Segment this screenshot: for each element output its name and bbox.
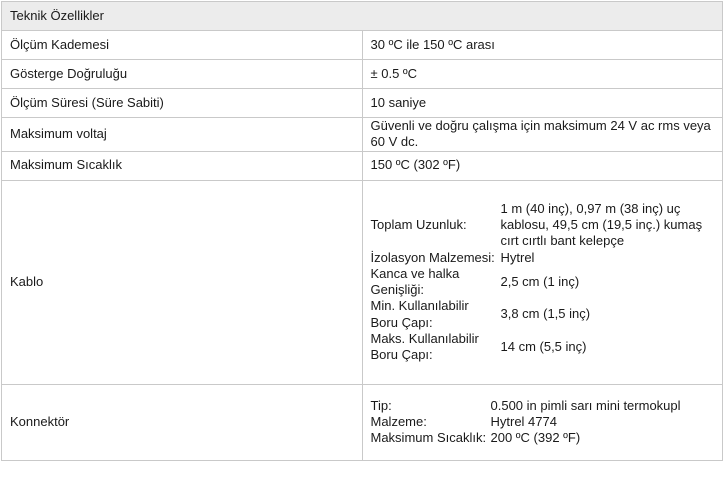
- subtable-key: Kanca ve halka Genişliği:: [370, 265, 460, 297]
- subtable-value: 0.500 in pimli sarı mini termokupl: [490, 397, 681, 413]
- row-value: 10 saniye: [362, 89, 723, 118]
- row-label: Ölçüm Kademesi: [2, 31, 363, 60]
- subtable-value: 200 ºC (392 ºF): [490, 430, 581, 446]
- row-value: ± 0.5 ºC: [362, 60, 723, 89]
- kablo-label: Kablo: [2, 180, 363, 384]
- subtable-key: İzolasyon Malzemesi:: [370, 249, 495, 265]
- subtable-value: 1 m (40 inç), 0,97 m (38 inç) uç kablosu, 49,5 cm (19,5 inç.) kumaş cırt cırtlı bant kelepçe: [500, 200, 703, 249]
- kablo-details: [362, 180, 723, 384]
- table-row: [2, 151, 723, 180]
- konnektor-details: [362, 384, 723, 460]
- subtable-row: [371, 266, 715, 299]
- subtable-value: Hytrel 4774: [490, 413, 557, 429]
- subtable-value: Hytrel: [500, 249, 535, 265]
- subtable-key: Min. Kullanılabilir Boru Çapı:: [370, 298, 469, 330]
- table-row: [2, 31, 723, 60]
- row-value: 150 ºC (302 ºF): [362, 151, 723, 180]
- subtable-row: [371, 201, 715, 250]
- konnektor-label: Konnektör: [2, 384, 363, 460]
- kablo-subtable: [371, 201, 715, 364]
- row-label: Ölçüm Süresi (Süre Sabiti): [2, 89, 363, 118]
- subtable-value: 14 cm (5,5 inç): [500, 338, 587, 354]
- row-label: Gösterge Doğruluğu: [2, 60, 363, 89]
- subtable-row: [371, 430, 681, 446]
- row-value: Güvenli ve doğru çalışma için maksimum 24 V ac rms veya 60 V dc.: [362, 118, 723, 152]
- subtable-key: Malzeme:: [370, 413, 427, 429]
- konnektor-subtable: [371, 398, 681, 447]
- subtable-row: [371, 250, 715, 266]
- row-label: Maksimum voltaj: [2, 118, 363, 152]
- subtable-key: Maks. Kullanılabilir Boru Çapı:: [370, 330, 479, 362]
- subtable-value: 3,8 cm (1,5 inç): [500, 306, 591, 322]
- table-row: [2, 60, 723, 89]
- table-row-kablo: [2, 180, 723, 384]
- subtable-key: Maksimum Sıcaklık:: [370, 430, 487, 446]
- subtable-key: Toplam Uzunluk:: [370, 217, 467, 232]
- table-row: [2, 118, 723, 152]
- subtable-value: 2,5 cm (1 inç): [500, 273, 580, 289]
- table-title: Teknik Özellikler: [2, 2, 723, 31]
- table-header-row: [2, 2, 723, 31]
- subtable-key: Tip:: [370, 397, 392, 413]
- table-row-konnektor: [2, 384, 723, 460]
- table-row: [2, 89, 723, 118]
- subtable-row: [371, 398, 681, 414]
- subtable-row: [371, 331, 715, 364]
- subtable-row: [371, 414, 681, 430]
- row-label: Maksimum Sıcaklık: [2, 151, 363, 180]
- spec-table: [1, 1, 723, 461]
- row-value: 30 ºC ile 150 ºC arası: [362, 31, 723, 60]
- subtable-row: [371, 298, 715, 331]
